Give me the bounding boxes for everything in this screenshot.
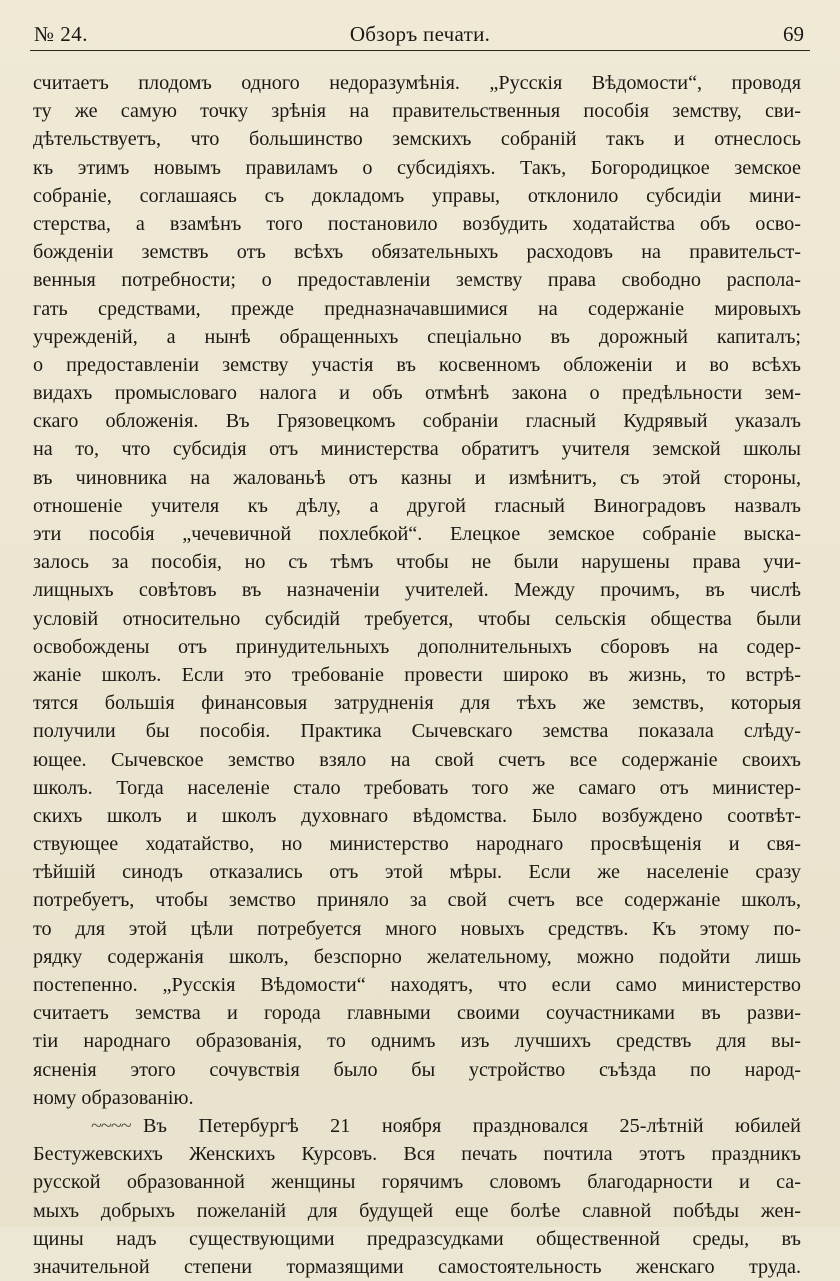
text-line: рядку содержанія школъ, безспорно желательному, можно подойти лишь — [33, 945, 801, 968]
text-line: ту же самую точку зрѣнія на правительственныя пособія земству, сви- — [33, 100, 801, 123]
text-line: дѣтельствуетъ, что большинство земскихъ собраній такъ и отнеслось — [33, 128, 801, 151]
text-line: гать средствами, прежде предназначавшимися на содержаніе мировыхъ — [33, 297, 801, 320]
text-line: скихъ школъ и школъ духовнаго вѣдомства. Было возбуждено соотвѣт- — [33, 804, 801, 827]
text-line: мыхъ добрыхъ пожеланій для будущей еще болѣе славной побѣды жен- — [33, 1199, 801, 1222]
text-line: стерства, а взамѣнъ того постановило возбудить ходатайства объ осво- — [33, 212, 801, 235]
text-line: русской образованной женщины горячимъ словомъ благодарности и са- — [33, 1171, 801, 1194]
paragraph-1 — [33, 69, 801, 1112]
text-line: тіи народнаго образованія, то однимъ изъ лучшихъ средствъ для вы- — [33, 1030, 801, 1053]
text-line — [33, 1112, 801, 1140]
section-title: Обзоръ печати. — [349, 22, 491, 46]
text-line: условій относительно субсидій требуется, чтобы сельскія общества были — [33, 607, 801, 630]
text-line: скаго обложенія. Въ Грязовецкомъ собраніи гласный Кудрявый указалъ — [33, 410, 801, 433]
text-line: ясненія этого сочувствія было бы устройство съѣзда по народ- — [33, 1058, 801, 1081]
text-line: потребуетъ, чтобы земство приняло за свой счетъ все содержаніе школъ, — [33, 889, 801, 912]
text-line: эти пособія „чечевичной похлебкой“. Елецкое земское собраніе выска- — [33, 523, 801, 545]
text-line: щины надъ существующими предразсудками общественной среды, въ — [33, 1227, 801, 1250]
text-line-content: Въ Петербургѣ 21 ноября праздновался 25-лѣтній юбилей — [143, 1114, 801, 1137]
text-line: считаетъ плодомъ одного недоразумѣнія. „Русскія Вѣдомости“, проводя — [33, 72, 801, 94]
text-line: въ чиновника на жалованьѣ отъ казны и измѣнитъ, съ этой стороны, — [33, 466, 801, 489]
text-line: ствующее ходатайство, но министерство народнаго просвѣщенія и свя- — [33, 833, 801, 856]
text-line: считаетъ земства и города главными своими соучастниками въ разви- — [33, 1002, 801, 1025]
body-text — [33, 69, 801, 1281]
text-line: лищныхъ совѣтовъ въ назначеніи учителей. Между прочимъ, въ числѣ — [33, 579, 801, 602]
text-line: учрежденій, а нынѣ обращенныхъ спеціально въ дорожный капиталъ; — [33, 325, 801, 348]
text-line: Бестужевскихъ Женскихъ Курсовъ. Вся печать почтила этотъ праздникъ — [33, 1143, 801, 1166]
text-line: тѣйшій синодъ отказались отъ этой мѣры. Если же населеніе сразу — [33, 861, 801, 884]
text-line: получили бы пособія. Практика Сычевскаго земства показала слѣду- — [33, 720, 801, 743]
text-line: собраніе, соглашаясь съ докладомъ управы, отклонило субсидіи мини- — [33, 184, 801, 207]
issue-number: № 24. — [34, 22, 89, 46]
text-line: значительной степени тормазящими самостоятельность женскаго труда. — [33, 1255, 801, 1278]
paragraph-separator: ~~~~ — [91, 1114, 131, 1137]
text-line: божденіи земствъ отъ всѣхъ обязательныхъ расходовъ на правительст- — [33, 241, 801, 264]
text-line: постепенно. „Русскія Вѣдомости“ находятъ, что если само министерство — [33, 974, 801, 996]
text-line: жаніе школъ. Если это требованіе провести широко въ жизнь, то встрѣ- — [33, 663, 801, 686]
paragraph-2 — [33, 1112, 801, 1281]
text-line: освобождены отъ принудительныхъ дополнительныхъ сборовъ на содер- — [33, 635, 801, 658]
text-line: на то, что субсидія отъ министерства обратитъ учителя земской школы — [33, 438, 801, 461]
running-header — [30, 20, 810, 48]
text-line: о предоставленіи земству участія въ косвенномъ обложеніи и во всѣхъ — [33, 353, 801, 376]
text-line: ющее. Сычевское земство взяло на свой счетъ все содержаніе своихъ — [33, 748, 801, 771]
text-line: школъ. Тогда населеніе стало требовать того же самаго отъ министер- — [33, 776, 801, 799]
text-line: залось за пособія, но съ тѣмъ чтобы не были нарушены права учи- — [33, 551, 801, 574]
text-line: ному образованію. — [33, 1086, 194, 1109]
text-line: то для этой цѣли потребуется много новыхъ средствъ. Къ этому по- — [33, 917, 801, 940]
text-line: къ этимъ новымъ правиламъ о субсидіяхъ. Такъ, Богородицкое земское — [33, 156, 801, 179]
header-rule — [30, 50, 810, 51]
text-line: отношеніе учителя къ дѣлу, а другой гласный Виноградовъ назвалъ — [33, 494, 801, 517]
page-number: 69 — [783, 22, 804, 46]
text-line: тятся большія финансовыя затрудненія для тѣхъ же земствъ, которыя — [33, 692, 801, 715]
text-line: видахъ промысловаго налога и объ отмѣнѣ закона о предѣльности зем- — [33, 382, 801, 405]
text-line: венныя потребности; о предоставленіи земству права свободно распола- — [33, 269, 801, 292]
